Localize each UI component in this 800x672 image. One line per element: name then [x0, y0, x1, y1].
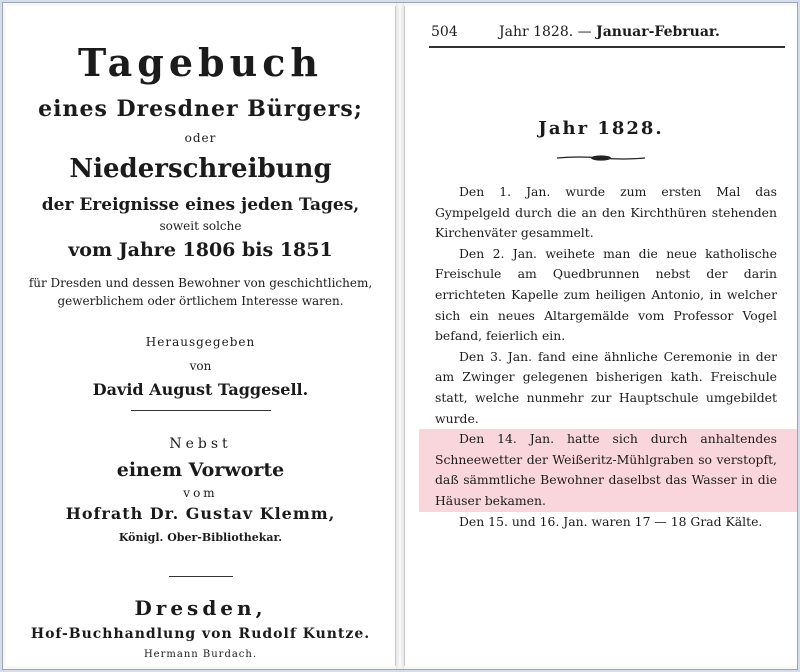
year-range: vom Jahre 1806 bis 1851: [68, 239, 333, 261]
running-header-text: [499, 24, 720, 40]
year-heading: Jahr 1828.: [538, 118, 664, 139]
von-text: von: [189, 359, 212, 373]
divider-rule: [131, 410, 271, 411]
book-subtitle: eines Dresdner Bürgers;: [38, 96, 363, 122]
ornament-divider-icon: [557, 154, 645, 162]
publisher-name: Hof-Buchhandlung von Rudolf Kuntze.: [30, 626, 371, 642]
foreword-author-title: Königl. Ober-Bibliothekar.: [118, 531, 283, 544]
ereignisse-line: der Ereignisse eines jeden Tages,: [41, 195, 360, 215]
highlighted-diary-entry[interactable]: Den 14. Jan. hatte sich durch anhaltendes Schneewetter der Weißeritz-Mühlgraben so verstopft, daß sämmtliche Bewohner daselbst das Wasser in die Häuser bekamen.: [419, 429, 797, 511]
vom-text: vom: [183, 486, 218, 500]
herausgegeben-text: Herausgegeben: [145, 335, 256, 349]
diary-entries: [435, 182, 777, 532]
short-divider-rule: [169, 576, 233, 577]
header-months: Januar-Februar.: [596, 24, 720, 40]
content-page: [404, 6, 797, 666]
viewer-frame: [2, 2, 798, 670]
header-rule: [429, 46, 785, 48]
publication-city: Dresden,: [134, 596, 267, 620]
oder-text: oder: [184, 131, 217, 145]
diary-entry: Den 3. Jan. fand eine ähnliche Ceremonie in der am Zwinger gelegenen bisherigen kath. Freischule statt, welche nunmehr zur Hauptschule umgebildet wurde.: [435, 348, 777, 426]
vorworte-text: einem Vorworte: [116, 459, 285, 481]
nebst-text: Nebst: [169, 436, 232, 452]
foreword-author: Hofrath Dr. Gustav Klemm,: [65, 504, 336, 523]
printer-name: Hermann Burdach.: [143, 649, 258, 660]
diary-entry: Den 15. und 16. Jan. waren 17 — 18 Grad Kälte.: [459, 513, 763, 529]
soweit-text: soweit solche: [159, 219, 242, 233]
book-title: Tagebuch: [78, 40, 323, 85]
diary-entry: Den 1. Jan. wurde zum ersten Mal das Gympelgeld durch die an den Kirchthüren stehenden Kirchenväter gesammelt.: [435, 184, 777, 241]
title-page: [6, 6, 396, 666]
header-year: Jahr 1828. —: [499, 24, 597, 40]
niederschreibung-heading: Niederschreibung: [69, 154, 332, 184]
page-number: 504: [431, 24, 458, 40]
description-line-2: gewerblichem oder örtlichem Interesse waren.: [57, 294, 344, 308]
description-line-1: für Dresden und dessen Bewohner von geschichtlichem,: [28, 276, 373, 290]
author-name: David August Taggesell.: [92, 380, 309, 399]
diary-entry: Den 2. Jan. weihete man die neue katholische Freischule am Quedbrunnen nebst der darin errichteten Kapelle zum heiligen Antonio, in welcher sich ein neues Altargemälde vom Professor Vogel befand, feierlich ein.: [435, 245, 777, 344]
book-gutter: [396, 3, 404, 669]
